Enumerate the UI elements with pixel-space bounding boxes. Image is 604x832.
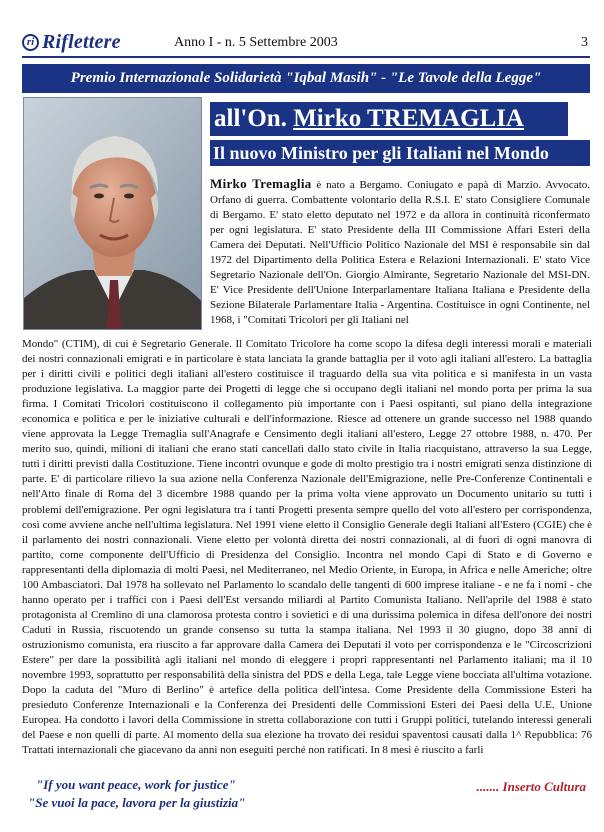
quote-english: "If you want peace, work for justice" bbox=[36, 777, 236, 792]
logo-mark: ri bbox=[22, 34, 39, 51]
header-rule bbox=[22, 56, 590, 58]
lead-name: Mirko Tremaglia bbox=[210, 176, 312, 191]
page-number: 3 bbox=[581, 35, 588, 50]
issue-info: Anno I - n. 5 Settembre 2003 bbox=[174, 35, 338, 50]
portrait-illustration bbox=[24, 98, 202, 330]
title-prefix: all'On. bbox=[214, 105, 287, 132]
title-name: Mirko TREMAGLIA bbox=[293, 105, 524, 132]
article-title bbox=[210, 102, 568, 136]
portrait-photo bbox=[23, 97, 202, 330]
article-subtitle: Il nuovo Ministro per gli Italiani nel Mondo bbox=[210, 140, 590, 166]
section-label: ....... Inserto Cultura bbox=[476, 779, 586, 794]
logo-text: Riflettere bbox=[42, 30, 121, 53]
article-body: Mondo" (CTIM), di cui è Segretario Generale. Il Comitato Tricolore ha come scopo la difesa degli interessi morali e materiali dei nostri connazionali emigrati e in particolare è stata lanciata la grande battaglia per il voto agli italiani all'estero. La battaglia per i diritti civili e politici degli italiani all'estero costituisce il traguardo della sua vita politica e si manifesta in un vasta produzione legislativa. La maggior parte dei Progetti di legge che si occupano degli italiani nel mondo porta per prima la sua firma. I Comitati Tricolori costituiscono il collegamento più importante con i Paesi ospitanti, sul piano della integrazione economica e politica e per le iniziative culturali e dell'informazione. Riesce ad ottenere un grande successo nel 1988 quando viene approvata la Legge Tremaglia sull'Anagrafe e Censimento degli italiani all'estero, Legge 27 ottobre 1988, n. 470. Per merito suo, quindi, milioni di italiani che erano stati cancellati dallo stato civile in Italia riacquistano, attraverso la sua Legge, tutti i diritti previsti dalla Costituzione. Tiene incontri ovunque e gode di molto prestigio tra i nostri emigrati senza distinzione di parte. E' di particolare rilievo la sua azione nella Conferenza Nazionale dell'Emigrazione, nelle Pre-Conferenze Continentali e nell'Atto finale di Roma del 3 dicembre 1988 quando per la prima volta viene approvato un Documento unitario su tutti i problemi dell'emigrazione. Per ogni legislatura tra i tanti Progetti presenta sempre quello del voto all'estero per corrispondenza, così come avviene anche nell'ultima legislatura. Nel 1991 viene eletto il Consiglio Generale degli Italiani all'Estero (CGIE) che è il parlamento dei nostri connazionali. Viene eletto per volontà diretta dei nostri connazionali, al di fuori di ogni manovra di partito, come componente dell'Ufficio di Presidenza del Consiglio. Incontra nel mondo Capi di Stato e di Governo e rappresentanti della diplomazia di molti Paesi, nel Mediterraneo, nel Medio Oriente, in Europa, in Africa e nelle Americhe; oltre 100 Ambasciatori. Dal 1978 ha sollevato nel Parlamento lo scandalo delle tangenti di 600 imprese italiane - e ne fa i nomi - che hanno operato per i traffici con i Paesi dell'Est versando miliardi al Partito Comunista Italiano. Nell'aprile del 1988 è stato protagonista al Cremlino di una clamorosa protesta contro i sovietici e di una durissima polemica in difesa dell'onore dei nostri Caduti in Russia, riscuotendo un grande consenso su tutta la stampa italiana. Nel 1993 il 30 giugno, dopo 38 anni di ostruzionismo comunista, era riuscito a far approvare dalla Camera dei Deputati il voto per corrispondenza e le "Circoscrizioni Estere" per dare la possibilità agli italiani nel mondo di eleggere i propri rappresentanti nel Parlamento italiani; ma il 10 novembre 1993, soprattutto per responsabilità della sinistra del PDS e della Lega, tale Legge viene bocciata all'ultima votazione. Dopo la caduta del "Muro di Berlino" è artefice della politica dell'intesa. Come Presidente della Commissione Esteri ha presieduto Conferenze Internazionali e la Conferenza dei Presidenti delle Commissioni Esteri dei Paesi della U.E. Unione Europea. Ha condotto i lavori della Commissione in stretta collaborazione con tutti i Gruppi politici, tutelando interessi generali del Paese e non quelli di parte. Al momento della sua elezione ha trovato dei residui spaventosi causati dalla 1^ Repubblica: 76 Trattati internazionali che giacevano da anni non eseguiti perché non ratificati. In 8 mesi è riuscito a farli bbox=[22, 338, 592, 757]
magazine-logo bbox=[22, 32, 121, 52]
page-header bbox=[22, 32, 596, 54]
intro-text: è nato a Bergamo. Coniugato e papà di Marzio. Avvocato. Orfano di guerra. Combattente volontario della R.S.I. E' stato Consigliere Comunale di Bergamo. E' stato eletto deputato nel 1972 e da allora in continuità riconfermato per ogni legislatura. E' stato Presidente della III Commissione Affari Esteri della Camera dei Deputati. Nell'Ufficio Politico Nazionale del MSI è responsabile sin dal 1972 del Dipartimento della Politica Estera e Relazioni Internazionali. E' stato Vice Segretario Nazionale dell'On. Giorgio Almirante, Segretario Nazionale del MSI-DN. E' Vice Presidente dell'Unione Interparlamentare Italiana Italiana e Presidente della Sezione Bilaterale Parlamentare Italia - Argentina. Costituisce in ogni Continente, nel 1968, i "Comitati Tricolori per gli Italiani nel bbox=[210, 179, 591, 326]
award-banner: Premio Internazionale Solidarietà "Iqbal Masih" - "Le Tavole della Legge" bbox=[22, 64, 590, 93]
page-footer bbox=[22, 777, 596, 817]
quote-italian: "Se vuoi la pace, lavora per la giustizia" bbox=[28, 795, 246, 810]
article-intro bbox=[210, 176, 590, 328]
